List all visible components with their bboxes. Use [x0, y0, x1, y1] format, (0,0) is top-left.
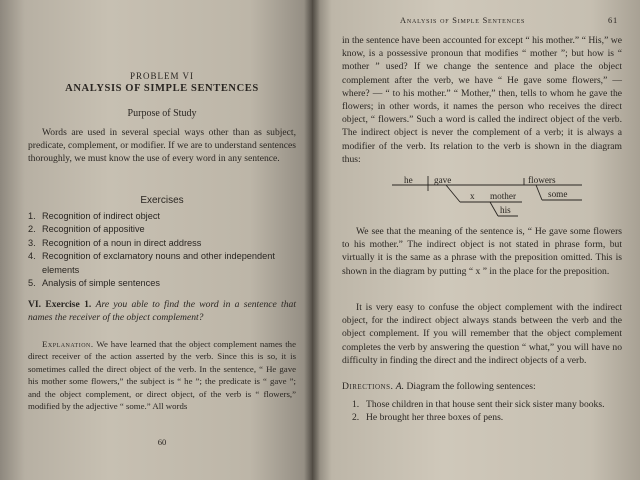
purpose-heading: Purpose of Study [127, 108, 197, 119]
list-item [352, 398, 622, 411]
exercises-heading: Exercises [140, 195, 184, 206]
meaning-paragraph: We see that the meaning of the sentence is, “ He gave some flowers to his mother.” The indirect object is not stated in phrase form, but virtually it is the same as a phrase with the preposition omitted. This is shown in the diagram by putting “ x ” in the place for the preposition. [342, 226, 622, 277]
purpose-paragraph: Words are used in several special ways other than as subject, predicate, complement, or modifier. If we are to understand sentences thoroughly, we must know the use of every word in any sentence. [28, 127, 296, 165]
confusion-paragraph: It is very easy to confuse the object complement with the indirect object, for the indirect object always stands between the verb and the object complement. If you will remember that the object complement completes the verb by answering the question “ what,” you will have no difficulty in finding the direct and the indirect objects of a verb. [342, 302, 622, 366]
list-item-number: 3. [28, 237, 36, 248]
list-item-text: Recognition of indirect object [42, 211, 160, 221]
diagram-omitted-preposition: x [470, 191, 475, 201]
exercise-1-question: Are you able to find the word in a sentence that names the receiver of the object complement? [28, 299, 296, 324]
list-item-number: 2. [28, 224, 36, 235]
sentence-diagram [342, 172, 628, 220]
list-item-number: 1. [28, 211, 36, 221]
exercise-1-prompt [28, 298, 296, 324]
list-item [28, 210, 296, 223]
directions-text: Diagram the following sentences: [406, 381, 536, 392]
diagram-io-modifier: his [500, 205, 511, 215]
diagram-subject: he [404, 175, 413, 185]
left-page [0, 0, 312, 480]
sentence-list [352, 398, 622, 424]
book-gutter [304, 0, 320, 480]
list-item [28, 223, 296, 236]
list-item-number: 5. [28, 278, 36, 289]
his-slant [490, 202, 498, 216]
prep-slant [446, 185, 460, 202]
list-item-number: 4. [28, 251, 36, 262]
diagram-object-modifier: some [548, 189, 568, 199]
list-item-text: Recognition of appositive [42, 224, 145, 235]
list-item-text: Analysis of simple sentences [42, 278, 160, 289]
explanation-text: We have learned that the object complement names the direct receiver of the action asserted by the verb. Since this is so, it is sometimes called the direct object of the verb. In the sentence, “ He gave his mother some flowers,” the subject is “ he ”; the predicate is “ gave ”; and the object complement, or direct object, of the verb is “ flowers,” modified by the adjective “ some.” All words [28, 339, 296, 412]
list-item [352, 411, 622, 424]
list-item [28, 250, 296, 277]
running-title: Analysis of Simple Sentences [400, 16, 526, 25]
list-item-text: Recognition of exclamatory nouns and other independent elements [42, 251, 275, 275]
directions-label: Directions. [342, 381, 394, 392]
explanation-paragraph [28, 338, 296, 412]
problem-label: PROBLEM VI [129, 71, 195, 81]
list-item [28, 277, 296, 290]
diagram-object: flowers [528, 175, 556, 185]
page-number-right: 61 [608, 16, 618, 25]
page-number-left: 60 [157, 437, 167, 447]
list-item-text: He brought her three boxes of pens. [366, 412, 504, 424]
exercise-1-label: VI. Exercise 1. [28, 299, 92, 310]
diagram-verb: gave [434, 175, 452, 185]
directions [342, 380, 622, 393]
list-item-number: 1. [352, 399, 360, 410]
list-item-number: 2. [352, 412, 360, 424]
exercise-list [28, 210, 296, 290]
list-item [28, 237, 296, 250]
diagram-indirect-object: mother [490, 191, 517, 201]
indirect-object-paragraph: in the sentence have been accounted for except “ his mother.” “ His,” we know, is a possessive pronoun that modifies “ mother ”; but how is “ mother ” used? If we change the sentence and place the object complement after the verb, we have “ He gave some flowers,” — where? — “ to his mother.” “ Mother,” then, tells to whom he gave the flowers; in other words, it names the person who receives the direct object, “ flowers.” Such a word is called the indirect object of the verb. The indirect object is never the complement of a verb; it is always a modifier of the verb. Its relation to the verb is shown in the diagram thus: [342, 35, 622, 165]
directions-letter: A. [395, 381, 405, 392]
right-page [312, 0, 640, 480]
explanation-label: Explanation. [42, 339, 94, 349]
list-item-text: Those children in that house sent their sick sister many books. [366, 399, 605, 410]
list-item-text: Recognition of a noun in direct address [42, 237, 202, 248]
modifier-slant [536, 185, 542, 200]
chapter-title: ANALYSIS OF SIMPLE SENTENCES [65, 83, 259, 94]
